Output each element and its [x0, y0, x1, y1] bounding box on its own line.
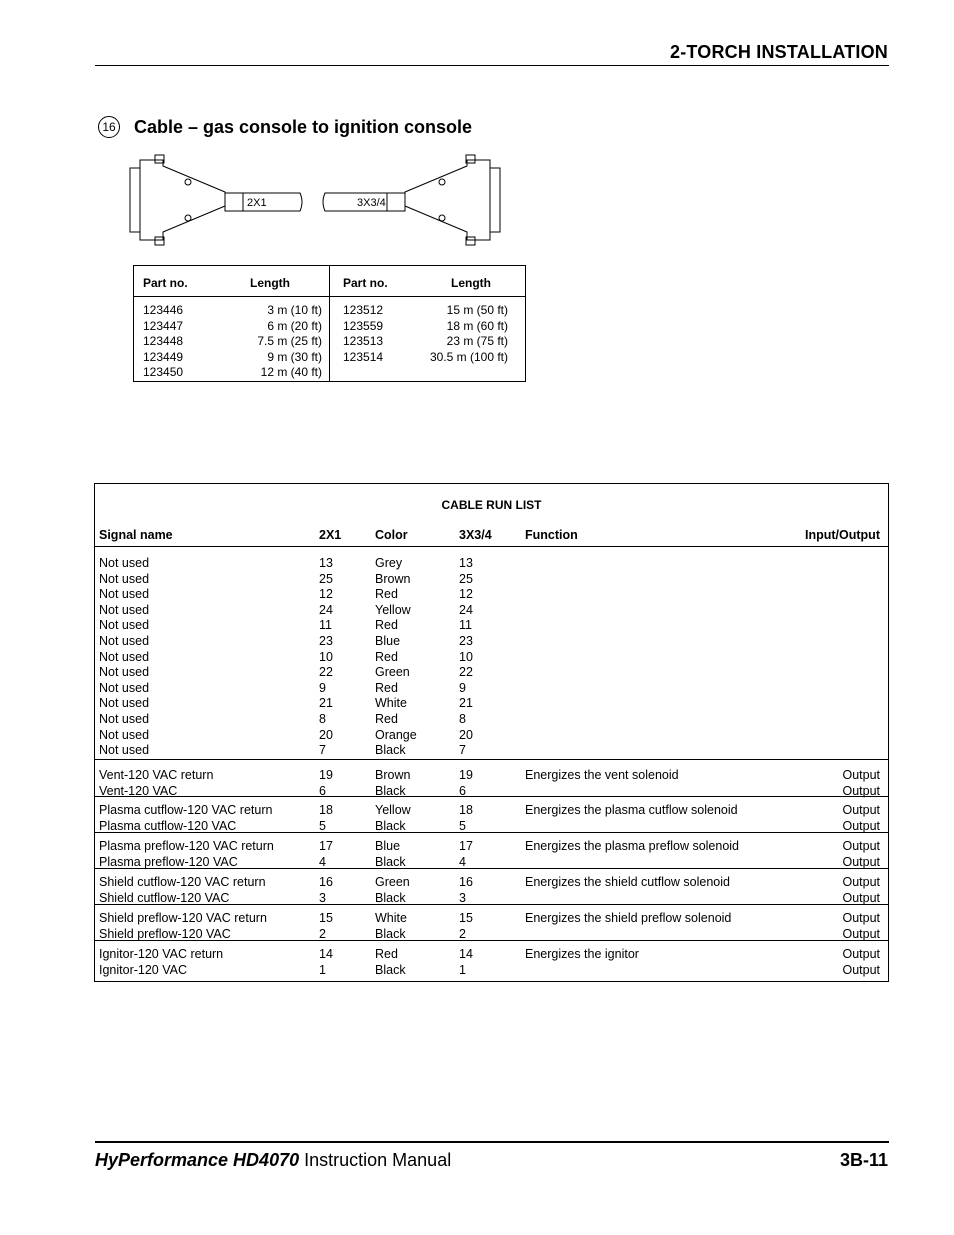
cable-run-group — [95, 905, 888, 941]
cell-2x1: 18 — [319, 803, 333, 817]
cable-run-group — [95, 554, 888, 760]
cable-diagram — [125, 150, 505, 250]
cell-function: Energizes the ignitor — [525, 947, 639, 961]
cell-3x3-4: 3 — [459, 890, 466, 905]
cell-3x3-4: 13 — [459, 556, 473, 570]
parts-body-left — [134, 297, 329, 381]
cell-input-output: Output — [842, 875, 880, 889]
part-length: 3 m (10 ft) — [267, 303, 322, 317]
cell-color: Black — [375, 854, 406, 869]
cell-2x1: 11 — [319, 618, 332, 633]
cell-2x1: 10 — [319, 649, 333, 664]
cell-3x3-4: 25 — [459, 571, 473, 586]
table-row — [95, 618, 888, 634]
cell-input-output: Output — [842, 803, 880, 817]
cell-function: Energizes the plasma cutflow solenoid — [525, 803, 738, 817]
table-row — [95, 947, 888, 963]
cable-run-title: CABLE RUN LIST — [441, 498, 542, 512]
table-row — [95, 803, 888, 819]
cell-color: Black — [375, 890, 406, 905]
parts-row — [134, 334, 329, 350]
cell-3x3-4: 11 — [459, 618, 472, 633]
header-input-output: Input/Output — [805, 528, 880, 542]
cell-signal: Ignitor-120 VAC return — [99, 947, 224, 961]
part-length: 30.5 m (100 ft) — [429, 349, 508, 364]
cell-3x3-4: 4 — [459, 854, 466, 869]
cell-signal: Plasma preflow-120 VAC — [99, 854, 238, 869]
table-row — [95, 728, 888, 744]
cell-signal: Not used — [99, 696, 150, 711]
cell-input-output: Output — [842, 962, 880, 977]
part-no-header: Part no. — [343, 276, 388, 290]
cell-color: Black — [375, 743, 406, 758]
cell-2x1: 6 — [319, 783, 326, 798]
parts-row — [134, 365, 329, 381]
parts-body-right — [330, 297, 525, 365]
cell-color: White — [375, 696, 407, 711]
cell-2x1: 23 — [319, 633, 333, 648]
page-number: 3B-11 — [839, 1150, 888, 1170]
cell-2x1: 5 — [319, 818, 326, 833]
parts-row — [134, 350, 329, 366]
cell-input-output: Output — [842, 854, 880, 869]
table-row — [95, 587, 888, 603]
cell-color: Red — [375, 947, 398, 961]
parts-row — [134, 319, 329, 335]
cell-signal: Vent-120 VAC — [99, 783, 178, 798]
cell-2x1: 7 — [319, 743, 326, 758]
cell-color: Red — [375, 618, 398, 633]
cell-color: Black — [375, 962, 406, 977]
cell-signal: Plasma cutflow-120 VAC return — [99, 803, 273, 817]
cable-run-group — [95, 797, 888, 833]
cell-function: Energizes the vent solenoid — [525, 768, 679, 782]
cell-input-output: Output — [842, 947, 880, 961]
cable-run-header — [95, 528, 888, 547]
cell-color: Blue — [375, 633, 401, 648]
cell-3x3-4: 8 — [459, 711, 466, 726]
table-row — [95, 665, 888, 681]
cell-color: Green — [375, 665, 410, 680]
cell-signal: Not used — [99, 711, 150, 726]
header-signal: Signal name — [99, 528, 173, 542]
part-no-header: Part no. — [143, 276, 188, 290]
parts-row — [330, 334, 525, 350]
table-row — [95, 743, 888, 759]
table-row — [95, 634, 888, 650]
part-number: 123514 — [343, 349, 384, 364]
cell-3x3-4: 14 — [459, 947, 473, 961]
cell-2x1: 1 — [319, 962, 326, 977]
parts-row — [330, 350, 525, 366]
table-row — [95, 855, 888, 871]
part-number: 123513 — [343, 334, 384, 348]
cell-color: Yellow — [375, 803, 411, 817]
cell-2x1: 25 — [319, 571, 333, 586]
cell-signal: Not used — [99, 587, 150, 602]
cell-color: Red — [375, 649, 398, 664]
diagram-right-label: 3X3/4 — [357, 197, 386, 209]
cell-3x3-4: 20 — [459, 727, 473, 742]
cell-3x3-4: 24 — [459, 602, 473, 617]
cell-signal: Shield preflow-120 VAC return — [99, 911, 267, 925]
cell-signal: Not used — [99, 602, 150, 617]
parts-header — [134, 266, 329, 297]
cell-signal: Shield cutflow-120 VAC return — [99, 875, 266, 889]
part-length: 15 m (50 ft) — [446, 303, 508, 317]
parts-column-right — [330, 266, 525, 381]
table-row — [95, 572, 888, 588]
part-length: 6 m (20 ft) — [267, 318, 322, 333]
cell-input-output: Output — [842, 911, 880, 925]
header-2x1: 2X1 — [319, 528, 342, 542]
cell-2x1: 9 — [319, 680, 326, 695]
cable-run-group — [95, 762, 888, 797]
part-number: 123447 — [143, 318, 184, 333]
cell-2x1: 4 — [319, 854, 326, 869]
cell-signal: Plasma cutflow-120 VAC — [99, 818, 237, 833]
header-3x3-4: 3X3/4 — [459, 528, 492, 542]
part-length: 12 m (40 ft) — [260, 365, 322, 379]
cell-3x3-4: 7 — [459, 743, 466, 758]
cell-2x1: 16 — [319, 875, 333, 889]
header-rule — [95, 65, 889, 66]
cell-input-output: Output — [842, 783, 880, 798]
footer-rule — [95, 1141, 889, 1143]
cell-2x1: 13 — [319, 556, 333, 570]
cell-3x3-4: 22 — [459, 665, 473, 680]
cell-signal: Vent-120 VAC return — [99, 768, 214, 782]
cell-2x1: 24 — [319, 602, 333, 617]
table-row — [95, 963, 888, 979]
cell-signal: Ignitor-120 VAC — [99, 962, 188, 977]
cell-3x3-4: 10 — [459, 649, 473, 664]
cell-input-output: Output — [842, 768, 880, 782]
part-number: 123449 — [143, 349, 184, 364]
parts-row — [330, 319, 525, 335]
cell-2x1: 12 — [319, 587, 333, 602]
table-row — [95, 603, 888, 619]
cable-run-group — [95, 941, 888, 981]
cell-2x1: 3 — [319, 890, 326, 905]
cell-3x3-4: 15 — [459, 911, 473, 925]
cell-color: Red — [375, 711, 398, 726]
cell-3x3-4: 2 — [459, 926, 466, 941]
section-title: Cable – gas console to ignition console — [134, 116, 473, 137]
cell-function: Energizes the shield cutflow solenoid — [525, 875, 730, 889]
header-function: Function — [525, 528, 578, 542]
cell-signal: Not used — [99, 665, 150, 680]
table-row — [95, 650, 888, 666]
table-row — [95, 819, 888, 835]
table-row — [95, 556, 888, 572]
cell-color: Black — [375, 818, 406, 833]
table-row — [95, 839, 888, 855]
cell-3x3-4: 1 — [459, 962, 466, 977]
length-header: Length — [250, 276, 290, 290]
cell-input-output: Output — [842, 890, 880, 905]
cell-2x1: 2 — [319, 926, 326, 941]
part-number: 123448 — [143, 334, 184, 348]
section-number: 16 — [98, 116, 120, 138]
cell-3x3-4: 17 — [459, 839, 473, 853]
cable-run-group — [95, 833, 888, 869]
table-row — [95, 891, 888, 907]
cell-color: Brown — [375, 571, 411, 586]
cell-2x1: 20 — [319, 727, 333, 742]
part-number: 123446 — [143, 303, 184, 317]
cell-3x3-4: 21 — [459, 696, 473, 711]
table-row — [95, 927, 888, 943]
part-length: 18 m (60 ft) — [446, 318, 508, 333]
parts-table — [133, 265, 526, 382]
parts-row — [330, 303, 525, 319]
cell-signal: Plasma preflow-120 VAC return — [99, 839, 274, 853]
cell-color: Red — [375, 587, 398, 602]
cell-color: Blue — [375, 839, 401, 853]
cell-color: Brown — [375, 768, 411, 782]
cell-function: Energizes the plasma preflow solenoid — [525, 839, 740, 853]
parts-row — [134, 303, 329, 319]
cell-3x3-4: 5 — [459, 818, 466, 833]
cell-signal: Not used — [99, 649, 150, 664]
part-number: 123512 — [343, 303, 384, 317]
parts-column-left — [134, 266, 330, 381]
cell-input-output: Output — [842, 818, 880, 833]
cell-color: Grey — [375, 556, 403, 570]
table-row — [95, 696, 888, 712]
footer-manual-label: Instruction Manual — [304, 1150, 452, 1170]
header-color: Color — [375, 528, 408, 542]
section-heading — [98, 116, 472, 138]
cell-color: Black — [375, 926, 406, 941]
cell-signal: Not used — [99, 571, 150, 586]
part-number: 123559 — [343, 318, 384, 333]
table-row — [95, 875, 888, 891]
cell-signal: Not used — [99, 618, 150, 633]
cell-3x3-4: 19 — [459, 768, 473, 782]
cell-2x1: 19 — [319, 768, 333, 782]
part-number: 123450 — [143, 365, 184, 379]
cell-signal: Not used — [99, 680, 150, 695]
cell-2x1: 14 — [319, 947, 333, 961]
table-row — [95, 712, 888, 728]
cell-function: Energizes the shield preflow solenoid — [525, 911, 732, 925]
cell-color: Green — [375, 875, 410, 889]
cell-signal: Not used — [99, 743, 150, 758]
cell-color: Orange — [375, 727, 417, 742]
cable-run-table — [94, 483, 889, 982]
header-title: 2-TORCH INSTALLATION — [670, 42, 888, 62]
diagram-left-label: 2X1 — [247, 197, 267, 209]
footer-brand: HyPerformance HD4070 — [95, 1150, 300, 1170]
cell-color: Black — [375, 783, 406, 798]
cell-signal: Shield cutflow-120 VAC — [99, 890, 230, 905]
table-row — [95, 681, 888, 697]
cell-3x3-4: 6 — [459, 783, 466, 798]
cell-3x3-4: 23 — [459, 633, 473, 648]
cell-3x3-4: 18 — [459, 803, 473, 817]
cell-2x1: 22 — [319, 665, 333, 680]
cell-input-output: Output — [842, 839, 880, 853]
cell-2x1: 15 — [319, 911, 333, 925]
cell-3x3-4: 12 — [459, 587, 473, 602]
cell-signal: Shield preflow-120 VAC — [99, 926, 231, 941]
cell-2x1: 17 — [319, 839, 333, 853]
cable-run-group — [95, 869, 888, 905]
cell-color: Red — [375, 680, 398, 695]
cell-2x1: 21 — [319, 696, 333, 711]
cell-signal: Not used — [99, 633, 150, 648]
cell-signal: Not used — [99, 556, 150, 570]
cell-signal: Not used — [99, 727, 150, 742]
footer-manual — [95, 1150, 451, 1171]
length-header: Length — [451, 276, 491, 290]
cell-color: Yellow — [375, 602, 411, 617]
cell-input-output: Output — [842, 926, 880, 941]
cell-3x3-4: 9 — [459, 680, 466, 695]
part-length: 7.5 m (25 ft) — [257, 334, 322, 348]
table-row — [95, 911, 888, 927]
part-length: 23 m (75 ft) — [446, 334, 508, 348]
cell-color: White — [375, 911, 407, 925]
part-length: 9 m (30 ft) — [267, 349, 322, 364]
table-row — [95, 768, 888, 784]
cell-3x3-4: 16 — [459, 875, 473, 889]
cell-2x1: 8 — [319, 711, 326, 726]
parts-header — [330, 266, 525, 297]
